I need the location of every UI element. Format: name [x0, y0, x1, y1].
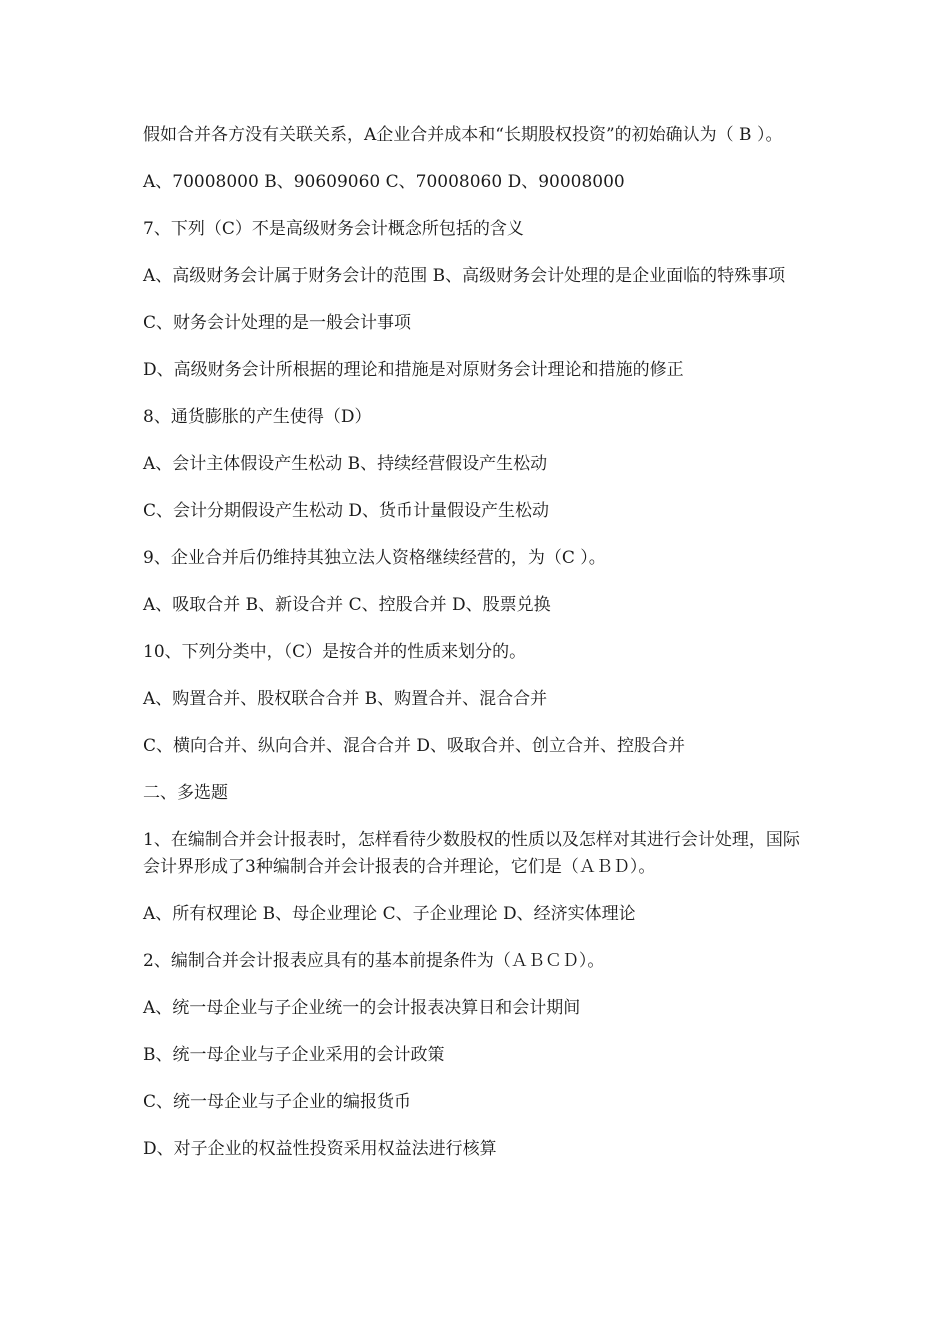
mc-question-1-stem: 1、在编制合并会计报表时，怎样看待少数股权的性质以及怎样对其进行会计处理，国际会计界形成了3种编制合并会计报表的合并理论，它们是（ＡＢＤ）。 — [143, 830, 800, 877]
mc-question-1-options: A、所有权理论 B、母企业理论 C、子企业理论 D、经济实体理论 — [143, 904, 636, 924]
question-7-options-ab: A、高级财务会计属于财务会计的范围 B、高级财务会计处理的是企业面临的特殊事项 — [143, 266, 786, 286]
question-10-stem: 10、下列分类中，（C）是按合并的性质来划分的。 — [143, 642, 527, 662]
question-7-stem: 7、下列（C）不是高级财务会计概念所包括的含义 — [143, 219, 524, 239]
mc-question-2-option-c: C、统一母企业与子企业的编报货币 — [143, 1092, 412, 1112]
question-9-stem: 9、企业合并后仍维持其独立法人资格继续经营的，为（C ）。 — [143, 548, 606, 568]
question-8-options-ab: A、会计主体假设产生松动 B、持续经营假设产生松动 — [143, 454, 548, 474]
document-page — [143, 122, 811, 1183]
section-heading-multiple-choice: 二、多选题 — [143, 783, 228, 803]
mc-question-2-option-d: D、对子企业的权益性投资采用权益法进行核算 — [143, 1139, 497, 1159]
question-8-stem: 8、通货膨胀的产生使得（D） — [143, 407, 372, 427]
question-6-options: A、70008000 B、90609060 C、70008060 D、90008000 — [143, 172, 625, 192]
question-9-options: A、吸取合并 B、新设合并 C、控股合并 D、股票兑换 — [143, 595, 551, 615]
question-8-options-cd: C、会计分期假设产生松动 D、货币计量假设产生松动 — [143, 501, 550, 521]
question-10-options-ab: A、购置合并、股权联合合并 B、购置合并、混合合并 — [143, 689, 548, 709]
question-10-options-cd: C、横向合并、纵向合并、混合合并 D、吸取合并、创立合并、控股合并 — [143, 736, 686, 756]
mc-question-2-stem: 2、编制合并会计报表应具有的基本前提条件为（ＡＢＣＤ）。 — [143, 951, 605, 971]
mc-question-2-option-a: A、统一母企业与子企业统一的会计报表决算日和会计期间 — [143, 998, 581, 1018]
mc-question-2-option-b: B、统一母企业与子企业采用的会计政策 — [143, 1045, 445, 1065]
question-7-option-c: C、财务会计处理的是一般会计事项 — [143, 313, 412, 333]
question-7-option-d: D、高级财务会计所根据的理论和措施是对原财务会计理论和措施的修正 — [143, 360, 684, 380]
question-6-stem-continuation: 假如合并各方没有关联关系，A企业合并成本和“长期股权投资”的初始确认为（ B ）。 — [143, 125, 783, 145]
